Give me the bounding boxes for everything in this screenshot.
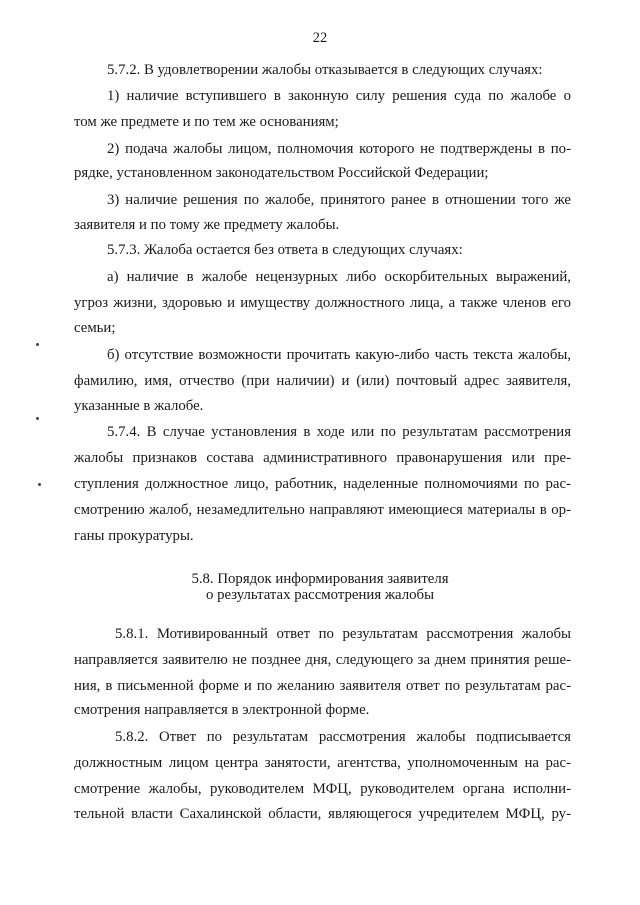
- paragraph-line: 3) наличие решения по жалобе, принятого ранее в отношении того же: [107, 192, 571, 208]
- paragraph-line: должностным лицом центра занятости, агентства, уполномоченным на рас-: [74, 755, 571, 771]
- paragraph-line: угроз жизни, здоровью и имуществу должностного лица, а также членов его: [74, 295, 571, 311]
- paragraph-line: направляется заявителю не позднее дня, следующего за днем принятия реше-: [74, 652, 571, 668]
- paragraph-line: б) отсутствие возможности прочитать какую-либо часть текста жалобы,: [107, 347, 571, 363]
- paragraph-line: 1) наличие вступившего в законную силу решения суда по жалобе о: [107, 88, 571, 104]
- paragraph-line: тельной власти Сахалинской области, являющегося учредителем МФЦ, ру-: [74, 806, 571, 822]
- paragraph-line: заявителя и по тому же предмету жалобы.: [74, 217, 340, 233]
- paragraph-line: ступления должностное лицо, работник, наделенные полномочиями по рас-: [74, 476, 571, 492]
- paragraph-line: 5.8.2. Ответ по результатам рассмотрения жалобы подписывается: [115, 729, 571, 745]
- paragraph-line: смотрение жалобы, руководителем МФЦ, руководителем органа исполни-: [74, 781, 571, 797]
- paragraph-line: 5.7.4. В случае установления в ходе или по результатам рассмотрения: [107, 424, 571, 440]
- paragraph-line: том же предмете и по тем же основаниям;: [74, 114, 339, 130]
- page-number: 22: [312, 30, 328, 46]
- paragraph-line: а) наличие в жалобе нецензурных либо оскорбительных выражений,: [107, 269, 571, 285]
- paragraph-line: смотрению жалоб, незамедлительно направляют имеющиеся материалы в ор-: [74, 502, 571, 518]
- section-heading: о результатах рассмотрения жалобы: [205, 587, 435, 603]
- paragraph-line: ганы прокуратуры.: [74, 528, 194, 544]
- scan-speck: [36, 343, 39, 346]
- paragraph-line: жалобы признаков состава административного правонарушения или пре-: [74, 450, 571, 466]
- paragraph-line: смотрения направляется в электронной форме.: [74, 702, 370, 718]
- paragraph-line: 5.7.3. Жалоба остается без ответа в следующих случаях:: [107, 242, 463, 258]
- paragraph-line: 2) подача жалобы лицом, полномочия которого не подтверждены в по-: [107, 141, 571, 157]
- paragraph-line: указанные в жалобе.: [74, 398, 204, 414]
- section-heading: 5.8. Порядок информирования заявителя: [191, 571, 449, 587]
- paragraph-line: 5.8.1. Мотивированный ответ по результатам рассмотрения жалобы: [115, 626, 571, 642]
- paragraph-line: 5.7.2. В удовлетворении жалобы отказывается в следующих случаях:: [107, 62, 543, 78]
- paragraph-line: фамилию, имя, отчество (при наличии) и (или) почтовый адрес заявителя,: [74, 373, 571, 389]
- paragraph-line: семьи;: [74, 320, 116, 336]
- paragraph-line: ния, в письменной форме и по желанию заявителя ответ по результатам рас-: [74, 678, 571, 694]
- scan-speck: [36, 417, 39, 420]
- paragraph-line: рядке, установленном законодательством Российской Федерации;: [74, 165, 489, 181]
- scan-speck: [38, 483, 41, 486]
